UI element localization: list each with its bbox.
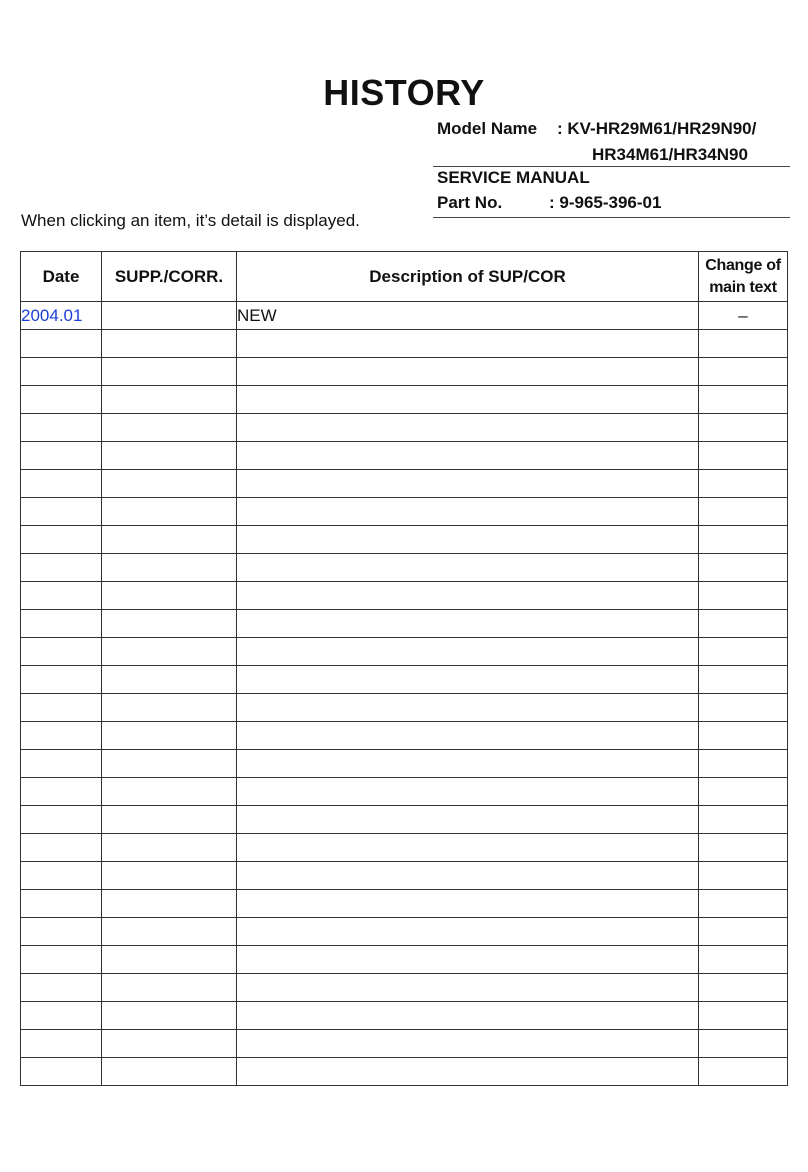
description-cell xyxy=(237,498,699,526)
description-cell xyxy=(237,442,699,470)
date-cell xyxy=(21,498,102,526)
date-cell xyxy=(21,330,102,358)
table-header-row xyxy=(21,252,788,302)
date-cell xyxy=(21,442,102,470)
change-cell: – xyxy=(699,302,788,330)
change-cell xyxy=(699,330,788,358)
table-row-empty xyxy=(21,386,788,414)
model-name-value: : KV-HR29M61/HR29N90/ xyxy=(557,119,757,138)
supp-corr-cell xyxy=(102,470,237,498)
description-cell xyxy=(237,946,699,974)
supp-corr-cell xyxy=(102,974,237,1002)
description-cell xyxy=(237,806,699,834)
date-link[interactable]: 2004.01 xyxy=(21,305,83,325)
supp-corr-cell xyxy=(102,862,237,890)
table-row xyxy=(21,302,788,330)
supp-corr-cell xyxy=(102,666,237,694)
table-row-empty xyxy=(21,1058,788,1086)
date-cell xyxy=(21,666,102,694)
table-row-empty xyxy=(21,918,788,946)
date-cell xyxy=(21,974,102,1002)
description-cell xyxy=(237,638,699,666)
change-cell xyxy=(699,470,788,498)
date-cell xyxy=(21,778,102,806)
supp-corr-cell xyxy=(102,694,237,722)
supp-corr-cell xyxy=(102,918,237,946)
supp-corr-cell xyxy=(102,722,237,750)
supp-corr-cell xyxy=(102,330,237,358)
supp-corr-cell xyxy=(102,358,237,386)
change-cell xyxy=(699,1002,788,1030)
divider-line xyxy=(433,166,790,167)
change-cell xyxy=(699,414,788,442)
table-row-empty xyxy=(21,526,788,554)
date-cell xyxy=(21,806,102,834)
table-row-empty xyxy=(21,890,788,918)
table-row-empty xyxy=(21,414,788,442)
description-cell xyxy=(237,778,699,806)
change-cell xyxy=(699,498,788,526)
change-cell xyxy=(699,722,788,750)
column-header-description: Description of SUP/COR xyxy=(237,252,699,302)
description-cell xyxy=(237,722,699,750)
date-cell xyxy=(21,610,102,638)
supp-corr-cell xyxy=(102,806,237,834)
change-cell xyxy=(699,806,788,834)
change-cell xyxy=(699,358,788,386)
date-cell xyxy=(21,946,102,974)
column-header-change xyxy=(699,252,788,302)
description-cell: NEW xyxy=(237,302,699,330)
description-cell xyxy=(237,918,699,946)
supp-corr-cell xyxy=(102,1002,237,1030)
description-cell xyxy=(237,330,699,358)
description-cell xyxy=(237,526,699,554)
description-cell xyxy=(237,1058,699,1086)
page-title: HISTORY xyxy=(323,72,485,113)
supp-corr-cell xyxy=(102,414,237,442)
description-cell xyxy=(237,386,699,414)
part-number-label: Part No. xyxy=(437,193,503,212)
description-cell xyxy=(237,358,699,386)
description-cell xyxy=(237,414,699,442)
model-name-label: Model Name xyxy=(437,119,538,138)
model-name-row xyxy=(433,116,790,142)
supp-corr-cell xyxy=(102,638,237,666)
divider-line-2 xyxy=(433,217,790,218)
change-cell xyxy=(699,638,788,666)
change-cell xyxy=(699,890,788,918)
table-row-empty xyxy=(21,442,788,470)
supp-corr-cell xyxy=(102,442,237,470)
description-cell xyxy=(237,890,699,918)
description-cell xyxy=(237,1002,699,1030)
change-cell xyxy=(699,974,788,1002)
date-cell xyxy=(21,414,102,442)
change-cell xyxy=(699,1030,788,1058)
change-cell xyxy=(699,582,788,610)
change-cell xyxy=(699,750,788,778)
table-row-empty xyxy=(21,582,788,610)
change-cell xyxy=(699,442,788,470)
date-cell xyxy=(21,1058,102,1086)
description-cell xyxy=(237,834,699,862)
column-header-change-line1: Change of xyxy=(705,256,781,274)
description-cell xyxy=(237,694,699,722)
supp-corr-cell xyxy=(102,834,237,862)
table-row-empty xyxy=(21,666,788,694)
date-cell xyxy=(21,1002,102,1030)
supp-corr-cell xyxy=(102,386,237,414)
part-number-value: : 9-965-396-01 xyxy=(549,193,662,212)
date-cell xyxy=(21,358,102,386)
date-cell xyxy=(21,526,102,554)
description-cell xyxy=(237,1030,699,1058)
table-row-empty xyxy=(21,1002,788,1030)
description-cell xyxy=(237,666,699,694)
description-cell xyxy=(237,974,699,1002)
table-row-empty xyxy=(21,554,788,582)
date-cell xyxy=(21,750,102,778)
date-cell xyxy=(21,694,102,722)
model-name-value-2: HR34M61/HR34N90 xyxy=(592,145,748,164)
change-cell xyxy=(699,946,788,974)
model-info xyxy=(433,116,790,168)
table-row-empty xyxy=(21,834,788,862)
table-row-empty xyxy=(21,330,788,358)
change-cell xyxy=(699,834,788,862)
change-cell xyxy=(699,778,788,806)
date-cell xyxy=(21,386,102,414)
table-row-empty xyxy=(21,750,788,778)
table-row-empty xyxy=(21,778,788,806)
change-cell xyxy=(699,386,788,414)
change-cell xyxy=(699,862,788,890)
change-cell xyxy=(699,918,788,946)
service-manual-label: SERVICE MANUAL xyxy=(437,168,590,187)
history-table xyxy=(20,251,788,1086)
description-cell xyxy=(237,554,699,582)
supp-corr-cell xyxy=(102,1058,237,1086)
change-cell xyxy=(699,694,788,722)
table-row-empty xyxy=(21,974,788,1002)
description-cell xyxy=(237,610,699,638)
change-cell xyxy=(699,666,788,694)
table-row-empty xyxy=(21,694,788,722)
date-cell xyxy=(21,1030,102,1058)
description-cell xyxy=(237,862,699,890)
column-header-date: Date xyxy=(21,252,102,302)
table-row-empty xyxy=(21,498,788,526)
supp-corr-cell xyxy=(102,946,237,974)
instruction-text: When clicking an item, it’s detail is displayed. xyxy=(21,211,360,230)
table-row-empty xyxy=(21,470,788,498)
change-cell xyxy=(699,554,788,582)
supp-corr-cell xyxy=(102,610,237,638)
change-cell xyxy=(699,1058,788,1086)
change-cell xyxy=(699,526,788,554)
table-row-empty xyxy=(21,862,788,890)
table-body xyxy=(21,302,788,1086)
date-cell xyxy=(21,722,102,750)
table-row-empty xyxy=(21,1030,788,1058)
date-cell xyxy=(21,638,102,666)
table-row-empty xyxy=(21,638,788,666)
column-header-change-line2: main text xyxy=(709,278,777,296)
table-row-empty xyxy=(21,806,788,834)
supp-corr-cell xyxy=(102,582,237,610)
date-cell[interactable] xyxy=(21,302,102,330)
change-cell xyxy=(699,610,788,638)
supp-corr-cell xyxy=(102,554,237,582)
date-cell xyxy=(21,918,102,946)
description-cell xyxy=(237,750,699,778)
date-cell xyxy=(21,862,102,890)
date-cell xyxy=(21,554,102,582)
supp-corr-cell xyxy=(102,890,237,918)
model-name-row-2 xyxy=(433,142,790,168)
supp-corr-cell xyxy=(102,526,237,554)
table-row-empty xyxy=(21,358,788,386)
table-row-empty xyxy=(21,722,788,750)
supp-corr-cell xyxy=(102,1030,237,1058)
table-row-empty xyxy=(21,946,788,974)
date-cell xyxy=(21,582,102,610)
supp-corr-cell xyxy=(102,778,237,806)
date-cell xyxy=(21,834,102,862)
description-cell xyxy=(237,470,699,498)
supp-corr-cell xyxy=(102,498,237,526)
date-cell xyxy=(21,890,102,918)
table-row-empty xyxy=(21,610,788,638)
supp-corr-cell xyxy=(102,750,237,778)
date-cell xyxy=(21,470,102,498)
description-cell xyxy=(237,582,699,610)
column-header-supp-corr: SUPP./CORR. xyxy=(102,252,237,302)
supp-corr-cell xyxy=(102,302,237,330)
